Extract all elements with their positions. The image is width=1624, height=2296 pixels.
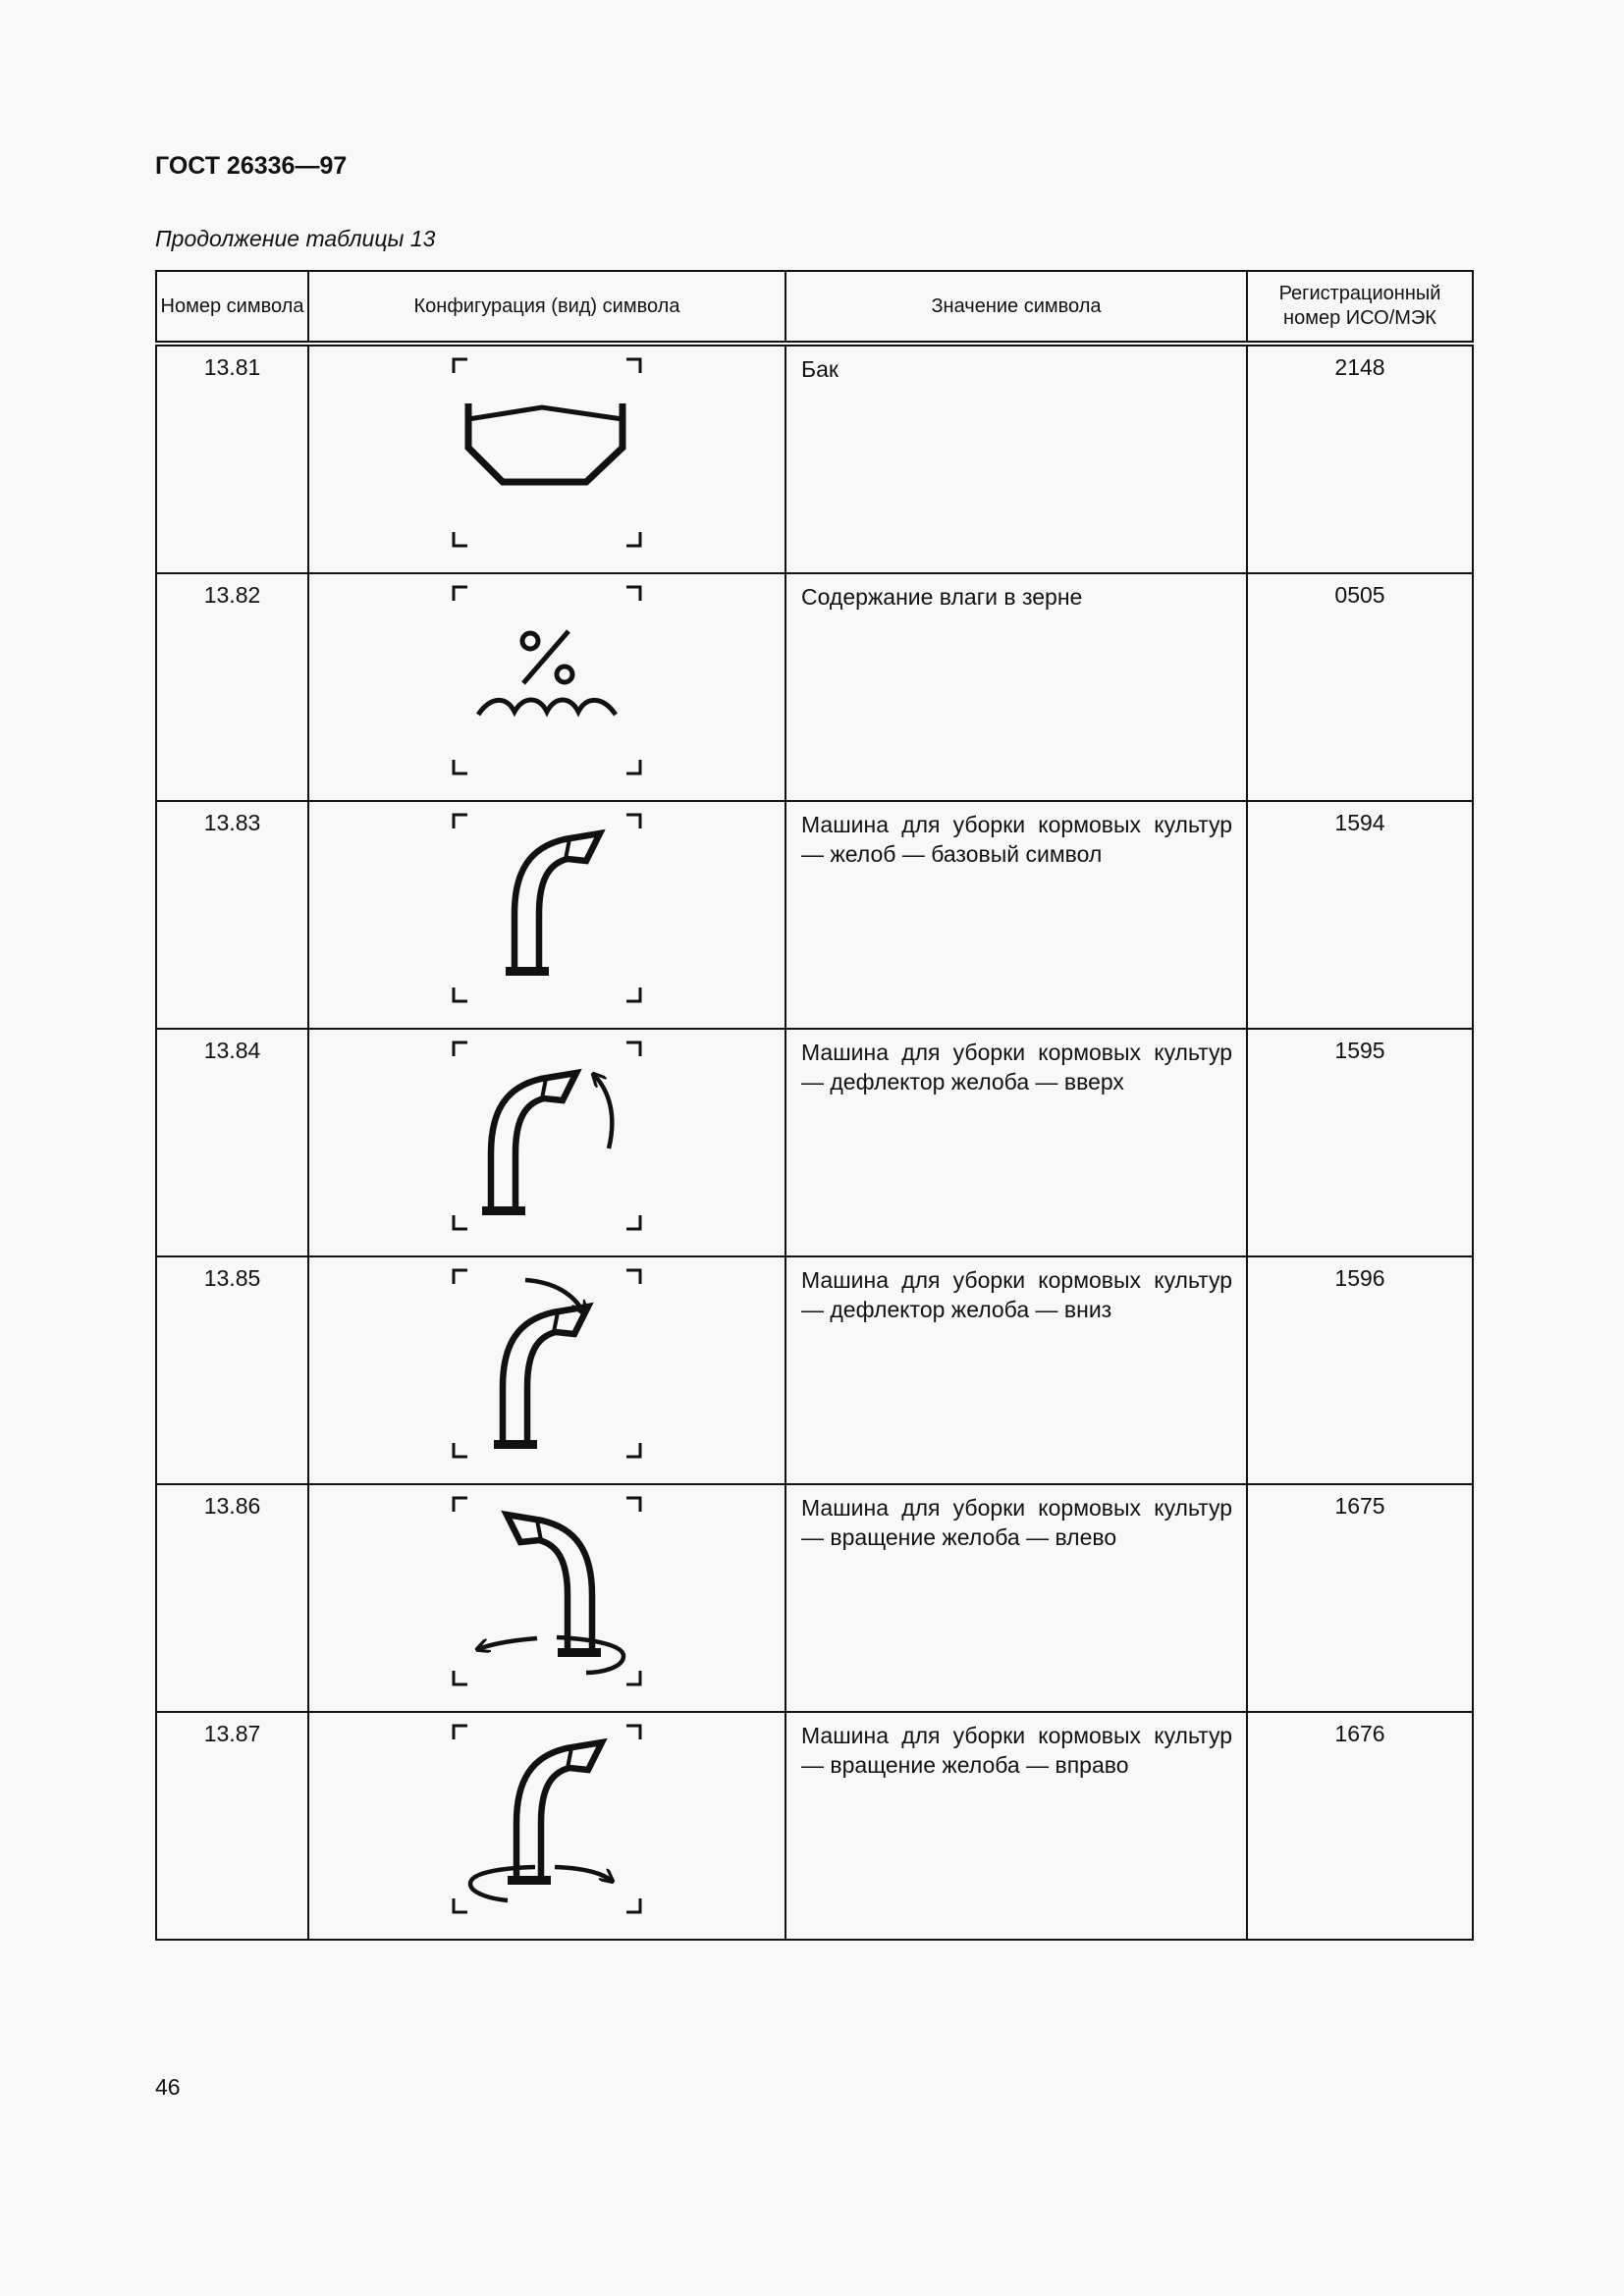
symbol-meaning: Машина для уборки кормовых культур — вращение желоба — влево — [785, 1484, 1247, 1712]
symbol-number: 13.84 — [156, 1029, 308, 1256]
table-row — [156, 1712, 1473, 1940]
symbol-meaning: Машина для уборки кормовых культур — дефлектор желоба — вверх — [785, 1029, 1247, 1256]
table-header-row — [156, 271, 1473, 344]
table-caption: Продолжение таблицы 13 — [155, 226, 436, 251]
symbol-meaning: Содержание влаги в зерне — [785, 573, 1247, 801]
symbol-cell — [308, 344, 785, 573]
symbol-cell — [308, 1256, 785, 1484]
page-number: 46 — [155, 2074, 181, 2100]
symbol-meaning: Бак — [785, 344, 1247, 573]
symbol-meaning: Машина для уборки кормовых культур — желоб — базовый символ — [785, 801, 1247, 1029]
registration-number: 2148 — [1247, 344, 1473, 573]
spout-deflector-down-icon — [449, 1265, 645, 1462]
symbol-number: 13.87 — [156, 1712, 308, 1940]
symbols-table — [155, 270, 1474, 1941]
symbol-cell — [308, 1712, 785, 1940]
table-row — [156, 573, 1473, 801]
tank-icon — [449, 354, 645, 551]
spout-rotate-right-icon — [449, 1721, 645, 1917]
table-row — [156, 344, 1473, 573]
symbol-cell — [308, 1029, 785, 1256]
forage-harvester-spout-icon — [449, 810, 645, 1006]
header-meaning: Значение символа — [785, 271, 1247, 344]
symbol-number: 13.86 — [156, 1484, 308, 1712]
header-configuration: Конфигурация (вид) символа — [308, 271, 785, 344]
registration-number: 1676 — [1247, 1712, 1473, 1940]
symbol-number: 13.85 — [156, 1256, 308, 1484]
symbol-meaning: Машина для уборки кормовых культур — дефлектор желоба — вниз — [785, 1256, 1247, 1484]
spout-deflector-up-icon — [449, 1038, 645, 1234]
table-row — [156, 1484, 1473, 1712]
symbol-number: 13.81 — [156, 344, 308, 573]
grain-moisture-icon — [449, 582, 645, 778]
symbol-cell — [308, 801, 785, 1029]
registration-number: 1675 — [1247, 1484, 1473, 1712]
header-number: Номер символа — [156, 271, 308, 344]
registration-number: 1595 — [1247, 1029, 1473, 1256]
symbol-number: 13.83 — [156, 801, 308, 1029]
document-id: ГОСТ 26336—97 — [155, 152, 348, 180]
header-registration: Регистрационный номер ИСО/МЭК — [1247, 271, 1473, 344]
symbol-meaning: Машина для уборки кормовых культур — вращение желоба — вправо — [785, 1712, 1247, 1940]
registration-number: 0505 — [1247, 573, 1473, 801]
table-row — [156, 1029, 1473, 1256]
registration-number: 1594 — [1247, 801, 1473, 1029]
registration-number: 1596 — [1247, 1256, 1473, 1484]
spout-rotate-left-icon — [449, 1493, 645, 1689]
symbol-cell — [308, 573, 785, 801]
symbol-number: 13.82 — [156, 573, 308, 801]
table-row — [156, 1256, 1473, 1484]
table-row — [156, 801, 1473, 1029]
symbol-cell — [308, 1484, 785, 1712]
